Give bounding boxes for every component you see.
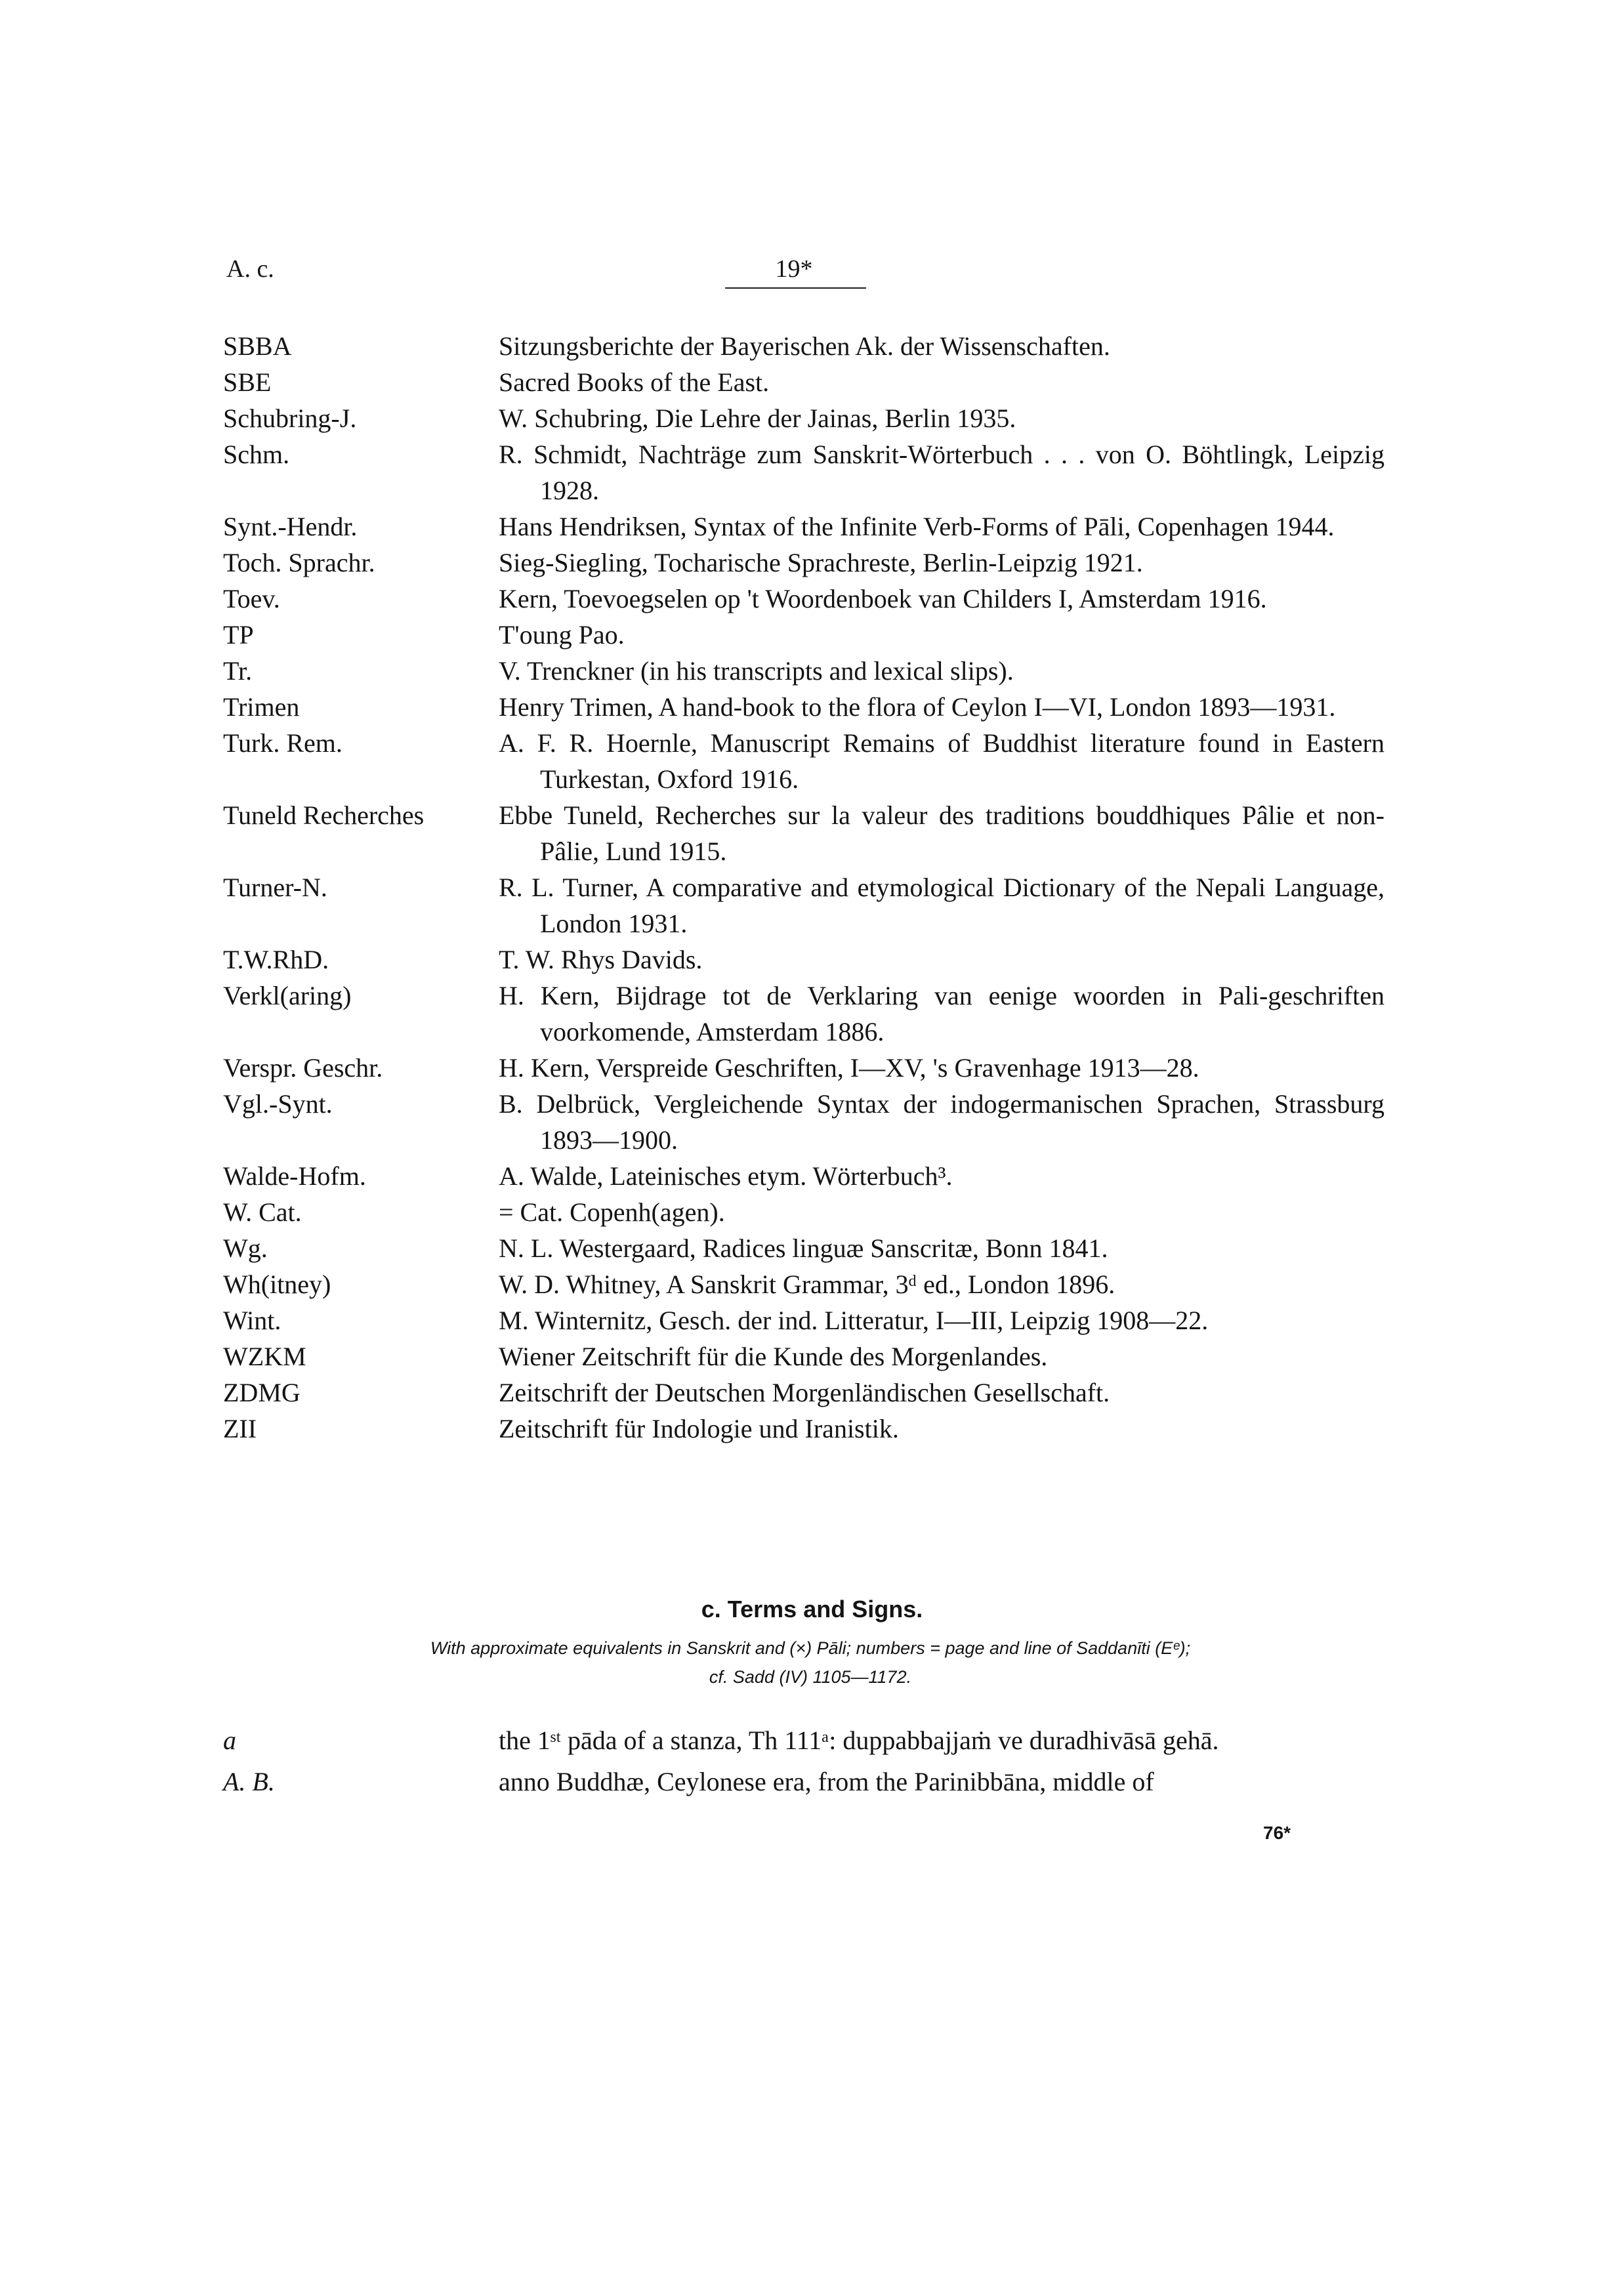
abbreviation-list (223, 328, 1385, 1447)
entry-abbreviation: Vgl.-Synt. (223, 1089, 333, 1119)
entry-abbreviation: Synt.-Hendr. (223, 512, 358, 541)
page-number-rule (725, 287, 866, 289)
entry-abbreviation: T.W.RhD. (223, 945, 329, 974)
abbreviation-entry (223, 689, 1385, 725)
section-note-line: With approximate equivalents in Sanskrit and (×) Pāli; numbers = page and line of Saddanīti (Eᵉ); (430, 1638, 1191, 1658)
entry-abbreviation: Schm. (223, 440, 290, 469)
entry-explanation: H. Kern, Bijdrage tot de Verklaring van eenige woorden in Pali-geschriften voorkomende, Amsterdam 1886. (499, 981, 1385, 1046)
section-heading: c. Terms and Signs. (701, 1596, 923, 1623)
entry-explanation: Zeitschrift für Indologie und Iranistik. (499, 1414, 899, 1443)
abbreviation-entry (223, 328, 1385, 364)
entry-explanation: Zeitschrift der Deutschen Morgenländischen Gesellschaft. (499, 1378, 1110, 1407)
abbreviation-entry (223, 1266, 1385, 1302)
entry-explanation: N. L. Westergaard, Radices linguæ Sanscritæ, Bonn 1841. (499, 1233, 1108, 1263)
entry-abbreviation: Trimen (223, 692, 300, 722)
page-number: 19* (775, 255, 813, 283)
entry-explanation: Wiener Zeitschrift für die Kunde des Morgenlandes. (499, 1342, 1048, 1371)
entry-abbreviation: Wh(itney) (223, 1270, 331, 1299)
entry-explanation: = Cat. Copenh(agen). (499, 1197, 725, 1227)
abbreviation-entry (223, 869, 1385, 941)
entry-abbreviation: Toev. (223, 584, 280, 613)
entry-explanation: Hans Hendriksen, Syntax of the Infinite Verb-Forms of Pāli, Copenhagen 1944. (499, 512, 1335, 541)
entry-abbreviation: SBBA (223, 331, 292, 361)
entry-abbreviation: TP (223, 620, 254, 650)
entry-abbreviation: W. Cat. (223, 1197, 302, 1227)
entry-abbreviation: Schubring-J. (223, 403, 357, 433)
abbreviation-entry (223, 617, 1385, 653)
section-note-line: cf. Sadd (IV) 1105—1172. (709, 1667, 912, 1687)
entry-abbreviation: Verspr. Geschr. (223, 1053, 383, 1083)
abbreviation-entry (223, 941, 1385, 978)
term-explanation: the 1ˢᵗ pāda of a stanza, Th 111ᵃ: duppabbajjaṁ ve duradhivāsā gehā. (499, 1726, 1219, 1755)
entry-explanation: A. F. R. Hoernle, Manuscript Remains of Buddhist literature found in Eastern Turkestan, Oxford 1916. (499, 728, 1385, 794)
entry-explanation: Sacred Books of the East. (499, 367, 770, 397)
entry-explanation: T. W. Rhys Davids. (499, 945, 703, 974)
abbreviation-entry (223, 1050, 1385, 1086)
terms-list (223, 1722, 1385, 1805)
entry-explanation: M. Winternitz, Gesch. der ind. Litteratur, I—III, Leipzig 1908—22. (499, 1306, 1209, 1335)
entry-abbreviation: SBE (223, 367, 272, 397)
entry-explanation: A. Walde, Lateinisches etym. Wörterbuch³. (499, 1161, 953, 1191)
entry-explanation: Sieg-Siegling, Tocharische Sprachreste, Berlin-Leipzig 1921. (499, 548, 1143, 577)
running-head-section: A. c. (226, 255, 274, 283)
abbreviation-entry (223, 653, 1385, 689)
abbreviation-entry (223, 1086, 1385, 1158)
entry-abbreviation: ZII (223, 1414, 257, 1443)
abbreviation-entry (223, 1230, 1385, 1266)
entry-abbreviation: Wg. (223, 1233, 268, 1263)
signature-mark: 76* (1263, 1823, 1291, 1843)
entry-explanation: Ebbe Tuneld, Recherches sur la valeur des traditions bouddhiques Pâlie et non-Pâlie, Lund 1915. (499, 800, 1385, 866)
entry-abbreviation: Tuneld Recherches (223, 800, 425, 830)
abbreviation-entry (223, 978, 1385, 1050)
entry-explanation: W. Schubring, Die Lehre der Jainas, Berlin 1935. (499, 403, 1016, 433)
abbreviation-entry (223, 545, 1385, 581)
abbreviation-entry (223, 797, 1385, 869)
abbreviation-entry (223, 400, 1385, 436)
entry-explanation: V. Trenckner (in his transcripts and lexical slips). (499, 656, 1014, 686)
entry-explanation: Kern, Toevoegselen op 't Woordenboek van Childers I, Amsterdam 1916. (499, 584, 1267, 613)
entry-explanation: W. D. Whitney, A Sanskrit Grammar, 3ᵈ ed., London 1896. (499, 1270, 1115, 1299)
entry-abbreviation: Turner-N. (223, 873, 327, 902)
entry-explanation: R. Schmidt, Nachträge zum Sanskrit-Wörterbuch . . . von O. Böhtlingk, Leipzig 1928. (499, 440, 1385, 505)
entry-explanation: H. Kern, Verspreide Geschriften, I—XV, 's Gravenhage 1913—28. (499, 1053, 1199, 1083)
entry-abbreviation: Walde-Hofm. (223, 1161, 366, 1191)
abbreviation-entry (223, 1158, 1385, 1194)
abbreviation-entry (223, 581, 1385, 617)
entry-explanation: Sitzungsberichte der Bayerischen Ak. der Wissenschaften. (499, 331, 1110, 361)
abbreviation-entry (223, 1302, 1385, 1338)
entry-abbreviation: Toch. Sprachr. (223, 548, 375, 577)
abbreviation-entry (223, 725, 1385, 797)
entry-explanation: T'oung Pao. (499, 620, 625, 650)
abbreviation-entry (223, 364, 1385, 400)
entry-abbreviation: Wint. (223, 1306, 281, 1335)
term-entry (223, 1722, 1385, 1758)
entry-abbreviation: WZKM (223, 1342, 306, 1371)
abbreviation-entry (223, 436, 1385, 508)
entry-explanation: R. L. Turner, A comparative and etymological Dictionary of the Nepali Language, London 1931. (499, 873, 1385, 938)
abbreviation-entry (223, 508, 1385, 545)
term-explanation: anno Buddhæ, Ceylonese era, from the Parinibbāna, middle of (499, 1767, 1154, 1796)
term-entry (223, 1764, 1385, 1800)
term-sign: a (223, 1726, 236, 1755)
abbreviation-entry (223, 1194, 1385, 1230)
entry-abbreviation: Verkl(aring) (223, 981, 352, 1010)
abbreviation-entry (223, 1411, 1385, 1447)
term-sign: A. B. (223, 1767, 275, 1796)
abbreviation-entry (223, 1338, 1385, 1375)
section-note (249, 1634, 1371, 1691)
abbreviation-entry (223, 1375, 1385, 1411)
entry-explanation: B. Delbrück, Vergleichende Syntax der indogermanischen Sprachen, Strassburg 1893—1900. (499, 1089, 1385, 1155)
entry-abbreviation: Tr. (223, 656, 253, 686)
entry-explanation: Henry Trimen, A hand-book to the flora of Ceylon I—VI, London 1893—1931. (499, 692, 1336, 722)
entry-abbreviation: ZDMG (223, 1378, 301, 1407)
entry-abbreviation: Turk. Rem. (223, 728, 343, 758)
